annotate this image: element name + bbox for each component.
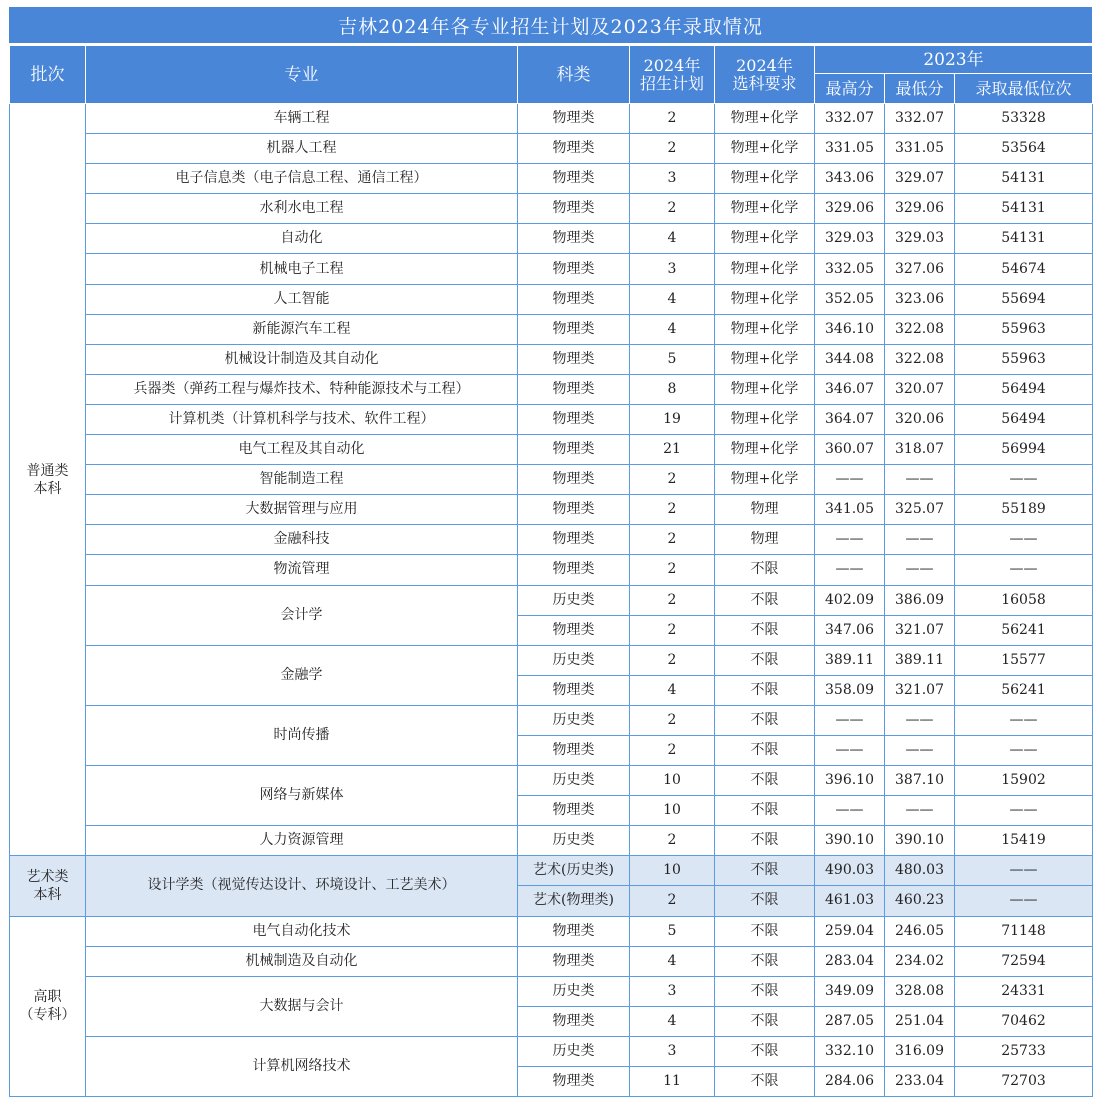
table-row — [10, 344, 1093, 374]
requirement-cell: 不限 — [715, 916, 815, 946]
table-row — [10, 284, 1093, 314]
requirement-cell: 物理+化学 — [715, 344, 815, 374]
min-rank-cell: 56494 — [955, 374, 1093, 404]
requirement-cell: 不限 — [715, 946, 815, 976]
min-rank-cell: 70462 — [955, 1006, 1093, 1036]
major-cell: 兵器类（弹药工程与爆炸技术、特种能源技术与工程） — [86, 374, 518, 404]
min-rank-cell: 15419 — [955, 826, 1093, 856]
min-score-cell: 320.07 — [885, 374, 955, 404]
table-row — [10, 976, 1093, 1006]
table-row — [10, 374, 1093, 404]
min-score-cell: 321.07 — [885, 615, 955, 645]
min-rank-cell: —— — [955, 705, 1093, 735]
requirement-cell: 不限 — [715, 1036, 815, 1066]
major-cell: 金融学 — [86, 645, 518, 705]
header-max-score: 最高分 — [815, 74, 885, 104]
max-score-cell: 360.07 — [815, 435, 885, 465]
min-rank-cell: 15577 — [955, 645, 1093, 675]
subject-cell: 物理类 — [518, 435, 630, 465]
plan-cell: 2 — [630, 104, 715, 134]
min-score-cell: 460.23 — [885, 886, 955, 916]
requirement-cell: 不限 — [715, 615, 815, 645]
min-rank-cell: 54131 — [955, 164, 1093, 194]
subject-cell: 物理类 — [518, 1006, 630, 1036]
max-score-cell: 343.06 — [815, 164, 885, 194]
max-score-cell: 390.10 — [815, 826, 885, 856]
requirement-cell: 物理 — [715, 495, 815, 525]
min-score-cell: 387.10 — [885, 766, 955, 796]
min-score-cell: 316.09 — [885, 1036, 955, 1066]
min-score-cell: —— — [885, 465, 955, 495]
subject-cell: 历史类 — [518, 976, 630, 1006]
plan-cell: 10 — [630, 766, 715, 796]
requirement-cell: 物理+化学 — [715, 314, 815, 344]
table-row — [10, 826, 1093, 856]
header-major: 专业 — [86, 46, 518, 104]
requirement-cell: 不限 — [715, 1067, 815, 1097]
min-rank-cell: 71148 — [955, 916, 1093, 946]
min-rank-cell: 56241 — [955, 615, 1093, 645]
subject-cell: 物理类 — [518, 344, 630, 374]
requirement-cell: 不限 — [715, 826, 815, 856]
subject-cell: 物理类 — [518, 164, 630, 194]
min-score-cell: 332.07 — [885, 104, 955, 134]
header-min-score: 最低分 — [885, 74, 955, 104]
min-score-cell: 322.08 — [885, 314, 955, 344]
max-score-cell: 287.05 — [815, 1006, 885, 1036]
major-cell: 机械电子工程 — [86, 254, 518, 284]
max-score-cell: 349.09 — [815, 976, 885, 1006]
min-score-cell: 329.03 — [885, 224, 955, 254]
max-score-cell: 352.05 — [815, 284, 885, 314]
table-row — [10, 1036, 1093, 1066]
table-row — [10, 705, 1093, 735]
subject-cell: 艺术(物理类) — [518, 886, 630, 916]
table-row — [10, 104, 1093, 134]
max-score-cell: 329.06 — [815, 194, 885, 224]
max-score-cell: 331.05 — [815, 134, 885, 164]
header-req-2024 — [715, 46, 815, 104]
subject-cell: 物理类 — [518, 314, 630, 344]
plan-cell: 5 — [630, 344, 715, 374]
min-score-cell: —— — [885, 525, 955, 555]
min-score-cell: —— — [885, 796, 955, 826]
min-rank-cell: 25733 — [955, 1036, 1093, 1066]
min-rank-cell: 56994 — [955, 435, 1093, 465]
subject-cell: 物理类 — [518, 675, 630, 705]
min-rank-cell: —— — [955, 525, 1093, 555]
table-row — [10, 404, 1093, 434]
min-rank-cell: 53328 — [955, 104, 1093, 134]
table-row — [10, 916, 1093, 946]
requirement-cell: 物理+化学 — [715, 194, 815, 224]
min-rank-cell: 55694 — [955, 284, 1093, 314]
requirement-cell: 不限 — [715, 886, 815, 916]
min-score-cell: 327.06 — [885, 254, 955, 284]
min-rank-cell: 55963 — [955, 314, 1093, 344]
major-cell: 大数据与会计 — [86, 976, 518, 1036]
plan-cell: 2 — [630, 585, 715, 615]
min-rank-cell: 72703 — [955, 1067, 1093, 1097]
min-rank-cell: —— — [955, 856, 1093, 886]
subject-cell: 物理类 — [518, 134, 630, 164]
min-score-cell: 321.07 — [885, 675, 955, 705]
max-score-cell: 259.04 — [815, 916, 885, 946]
min-score-cell: 234.02 — [885, 946, 955, 976]
admission-table — [9, 45, 1093, 1097]
max-score-cell: 396.10 — [815, 766, 885, 796]
subject-cell: 物理类 — [518, 224, 630, 254]
requirement-cell: 物理+化学 — [715, 374, 815, 404]
subject-cell: 物理类 — [518, 194, 630, 224]
min-score-cell: 480.03 — [885, 856, 955, 886]
min-rank-cell: 24331 — [955, 976, 1093, 1006]
min-score-cell: 390.10 — [885, 826, 955, 856]
plan-cell: 3 — [630, 976, 715, 1006]
major-cell: 车辆工程 — [86, 104, 518, 134]
min-score-cell: 233.04 — [885, 1067, 955, 1097]
plan-cell: 2 — [630, 886, 715, 916]
subject-cell: 物理类 — [518, 555, 630, 585]
max-score-cell: 341.05 — [815, 495, 885, 525]
plan-cell: 2 — [630, 826, 715, 856]
min-rank-cell: 56241 — [955, 675, 1093, 705]
plan-cell: 3 — [630, 254, 715, 284]
major-cell: 计算机类（计算机科学与技术、软件工程） — [86, 404, 518, 434]
max-score-cell: 490.03 — [815, 856, 885, 886]
plan-cell: 4 — [630, 946, 715, 976]
min-rank-cell: 15902 — [955, 766, 1093, 796]
batch-cell-art: 艺术类 本科 — [10, 856, 86, 916]
requirement-cell: 物理+化学 — [715, 104, 815, 134]
subject-cell: 物理类 — [518, 1067, 630, 1097]
plan-cell: 10 — [630, 856, 715, 886]
requirement-cell: 不限 — [715, 555, 815, 585]
max-score-cell: —— — [815, 525, 885, 555]
table-row — [10, 254, 1093, 284]
major-cell: 电气自动化技术 — [86, 916, 518, 946]
table-row — [10, 766, 1093, 796]
plan-cell: 2 — [630, 645, 715, 675]
requirement-cell: 物理+化学 — [715, 465, 815, 495]
major-cell: 金融科技 — [86, 525, 518, 555]
batch-cell-regular: 普通类 本科 — [10, 104, 86, 856]
plan-cell: 5 — [630, 916, 715, 946]
major-cell: 大数据管理与应用 — [86, 495, 518, 525]
requirement-cell: 不限 — [715, 735, 815, 765]
min-score-cell: 328.08 — [885, 976, 955, 1006]
plan-cell: 2 — [630, 134, 715, 164]
major-cell: 计算机网络技术 — [86, 1036, 518, 1096]
plan-cell: 4 — [630, 675, 715, 705]
min-rank-cell: 54674 — [955, 254, 1093, 284]
plan-cell: 4 — [630, 314, 715, 344]
min-rank-cell: 54131 — [955, 224, 1093, 254]
header-req-line1: 2024年 — [736, 55, 793, 75]
min-score-cell: 329.06 — [885, 194, 955, 224]
subject-cell: 历史类 — [518, 766, 630, 796]
min-rank-cell: 56494 — [955, 404, 1093, 434]
requirement-cell: 不限 — [715, 585, 815, 615]
major-cell: 人力资源管理 — [86, 826, 518, 856]
table-row — [10, 495, 1093, 525]
plan-cell: 2 — [630, 525, 715, 555]
min-rank-cell: 55189 — [955, 495, 1093, 525]
table-row — [10, 645, 1093, 675]
plan-cell: 4 — [630, 224, 715, 254]
major-cell: 新能源汽车工程 — [86, 314, 518, 344]
table-row — [10, 585, 1093, 615]
subject-cell: 物理类 — [518, 946, 630, 976]
min-rank-cell: 16058 — [955, 585, 1093, 615]
table-row — [10, 194, 1093, 224]
plan-cell: 3 — [630, 164, 715, 194]
subject-cell: 物理类 — [518, 735, 630, 765]
min-rank-cell: 72594 — [955, 946, 1093, 976]
header-plan-line1: 2024年 — [643, 55, 701, 75]
max-score-cell: 332.10 — [815, 1036, 885, 1066]
requirement-cell: 物理+化学 — [715, 404, 815, 434]
table-row — [10, 435, 1093, 465]
subject-cell: 物理类 — [518, 465, 630, 495]
max-score-cell: 347.06 — [815, 615, 885, 645]
plan-cell: 2 — [630, 194, 715, 224]
requirement-cell: 物理 — [715, 525, 815, 555]
subject-cell: 物理类 — [518, 254, 630, 284]
min-score-cell: 325.07 — [885, 495, 955, 525]
subject-cell: 历史类 — [518, 826, 630, 856]
min-score-cell: —— — [885, 705, 955, 735]
requirement-cell: 不限 — [715, 766, 815, 796]
subject-cell: 物理类 — [518, 615, 630, 645]
table-row — [10, 224, 1093, 254]
min-score-cell: 386.09 — [885, 585, 955, 615]
max-score-cell: 346.10 — [815, 314, 885, 344]
max-score-cell: 284.06 — [815, 1067, 885, 1097]
min-score-cell: 318.07 — [885, 435, 955, 465]
batch-cell-vocational: 高职 （专科） — [10, 916, 86, 1097]
min-rank-cell: —— — [955, 886, 1093, 916]
table-row — [10, 555, 1093, 585]
min-score-cell: —— — [885, 555, 955, 585]
header-year-2023: 2023年 — [815, 46, 1093, 74]
subject-cell: 物理类 — [518, 104, 630, 134]
min-score-cell: 389.11 — [885, 645, 955, 675]
subject-cell: 历史类 — [518, 645, 630, 675]
min-score-cell: 322.08 — [885, 344, 955, 374]
table-row — [10, 465, 1093, 495]
subject-cell: 物理类 — [518, 525, 630, 555]
major-cell: 机械制造及自动化 — [86, 946, 518, 976]
max-score-cell: 346.07 — [815, 374, 885, 404]
max-score-cell: 283.04 — [815, 946, 885, 976]
header-subject: 科类 — [518, 46, 630, 104]
max-score-cell: —— — [815, 555, 885, 585]
plan-cell: 2 — [630, 735, 715, 765]
requirement-cell: 不限 — [715, 976, 815, 1006]
major-cell: 网络与新媒体 — [86, 766, 518, 826]
plan-cell: 10 — [630, 796, 715, 826]
min-rank-cell: 53564 — [955, 134, 1093, 164]
subject-cell: 物理类 — [518, 374, 630, 404]
min-score-cell: —— — [885, 735, 955, 765]
plan-cell: 2 — [630, 495, 715, 525]
max-score-cell: 461.03 — [815, 886, 885, 916]
max-score-cell: 402.09 — [815, 585, 885, 615]
plan-cell: 19 — [630, 404, 715, 434]
subject-cell: 历史类 — [518, 1036, 630, 1066]
table-body — [10, 104, 1093, 1097]
requirement-cell: 物理+化学 — [715, 284, 815, 314]
max-score-cell: 364.07 — [815, 404, 885, 434]
major-cell: 电子信息类（电子信息工程、通信工程） — [86, 164, 518, 194]
plan-cell: 11 — [630, 1067, 715, 1097]
major-cell: 机械设计制造及其自动化 — [86, 344, 518, 374]
header-plan-line2: 招生计划 — [639, 73, 704, 93]
max-score-cell: 332.05 — [815, 254, 885, 284]
major-cell: 智能制造工程 — [86, 465, 518, 495]
requirement-cell: 物理+化学 — [715, 134, 815, 164]
plan-cell: 4 — [630, 1006, 715, 1036]
subject-cell: 物理类 — [518, 796, 630, 826]
requirement-cell: 物理+化学 — [715, 224, 815, 254]
requirement-cell: 不限 — [715, 675, 815, 705]
major-cell: 人工智能 — [86, 284, 518, 314]
max-score-cell: 329.03 — [815, 224, 885, 254]
subject-cell: 历史类 — [518, 705, 630, 735]
major-cell: 水利水电工程 — [86, 194, 518, 224]
major-cell: 电气工程及其自动化 — [86, 435, 518, 465]
table-row — [10, 856, 1093, 886]
subject-cell: 物理类 — [518, 404, 630, 434]
requirement-cell: 物理+化学 — [715, 435, 815, 465]
max-score-cell: —— — [815, 796, 885, 826]
major-cell: 会计学 — [86, 585, 518, 645]
subject-cell: 物理类 — [518, 916, 630, 946]
table-row — [10, 314, 1093, 344]
min-score-cell: 331.05 — [885, 134, 955, 164]
plan-cell: 8 — [630, 374, 715, 404]
max-score-cell: —— — [815, 465, 885, 495]
min-rank-cell: 54131 — [955, 194, 1093, 224]
requirement-cell: 不限 — [715, 856, 815, 886]
header-batch: 批次 — [10, 46, 86, 104]
min-rank-cell: —— — [955, 465, 1093, 495]
table-row — [10, 134, 1093, 164]
max-score-cell: 332.07 — [815, 104, 885, 134]
major-cell: 自动化 — [86, 224, 518, 254]
header-plan-2024 — [630, 46, 715, 104]
max-score-cell: 389.11 — [815, 645, 885, 675]
table-title: 吉林2024年各专业招生计划及2023年录取情况 — [9, 7, 1092, 45]
major-cell: 物流管理 — [86, 555, 518, 585]
requirement-cell: 物理+化学 — [715, 164, 815, 194]
requirement-cell: 物理+化学 — [715, 254, 815, 284]
major-cell: 设计学类（视觉传达设计、环境设计、工艺美术） — [86, 856, 518, 916]
max-score-cell: —— — [815, 705, 885, 735]
subject-cell: 艺术(历史类) — [518, 856, 630, 886]
table-row — [10, 164, 1093, 194]
max-score-cell: 358.09 — [815, 675, 885, 705]
subject-cell: 物理类 — [518, 284, 630, 314]
min-rank-cell: —— — [955, 555, 1093, 585]
min-rank-cell: —— — [955, 796, 1093, 826]
requirement-cell: 不限 — [715, 705, 815, 735]
max-score-cell: —— — [815, 735, 885, 765]
plan-cell: 2 — [630, 615, 715, 645]
min-score-cell: 323.06 — [885, 284, 955, 314]
plan-cell: 2 — [630, 555, 715, 585]
requirement-cell: 不限 — [715, 1006, 815, 1036]
header-req-line2: 选科要求 — [732, 73, 797, 93]
plan-cell: 21 — [630, 435, 715, 465]
header-min-rank: 录取最低位次 — [955, 74, 1093, 104]
plan-cell: 3 — [630, 1036, 715, 1066]
min-score-cell: 320.06 — [885, 404, 955, 434]
min-rank-cell: 55963 — [955, 344, 1093, 374]
plan-cell: 2 — [630, 465, 715, 495]
table-row — [10, 525, 1093, 555]
major-cell: 时尚传播 — [86, 705, 518, 765]
max-score-cell: 344.08 — [815, 344, 885, 374]
subject-cell: 历史类 — [518, 585, 630, 615]
requirement-cell: 不限 — [715, 796, 815, 826]
plan-cell: 4 — [630, 284, 715, 314]
min-score-cell: 246.05 — [885, 916, 955, 946]
subject-cell: 物理类 — [518, 495, 630, 525]
min-score-cell: 329.07 — [885, 164, 955, 194]
min-score-cell: 251.04 — [885, 1006, 955, 1036]
table-row — [10, 946, 1093, 976]
plan-cell: 2 — [630, 705, 715, 735]
admission-table-container — [9, 7, 1092, 1097]
min-rank-cell: —— — [955, 735, 1093, 765]
requirement-cell: 不限 — [715, 645, 815, 675]
major-cell: 机器人工程 — [86, 134, 518, 164]
